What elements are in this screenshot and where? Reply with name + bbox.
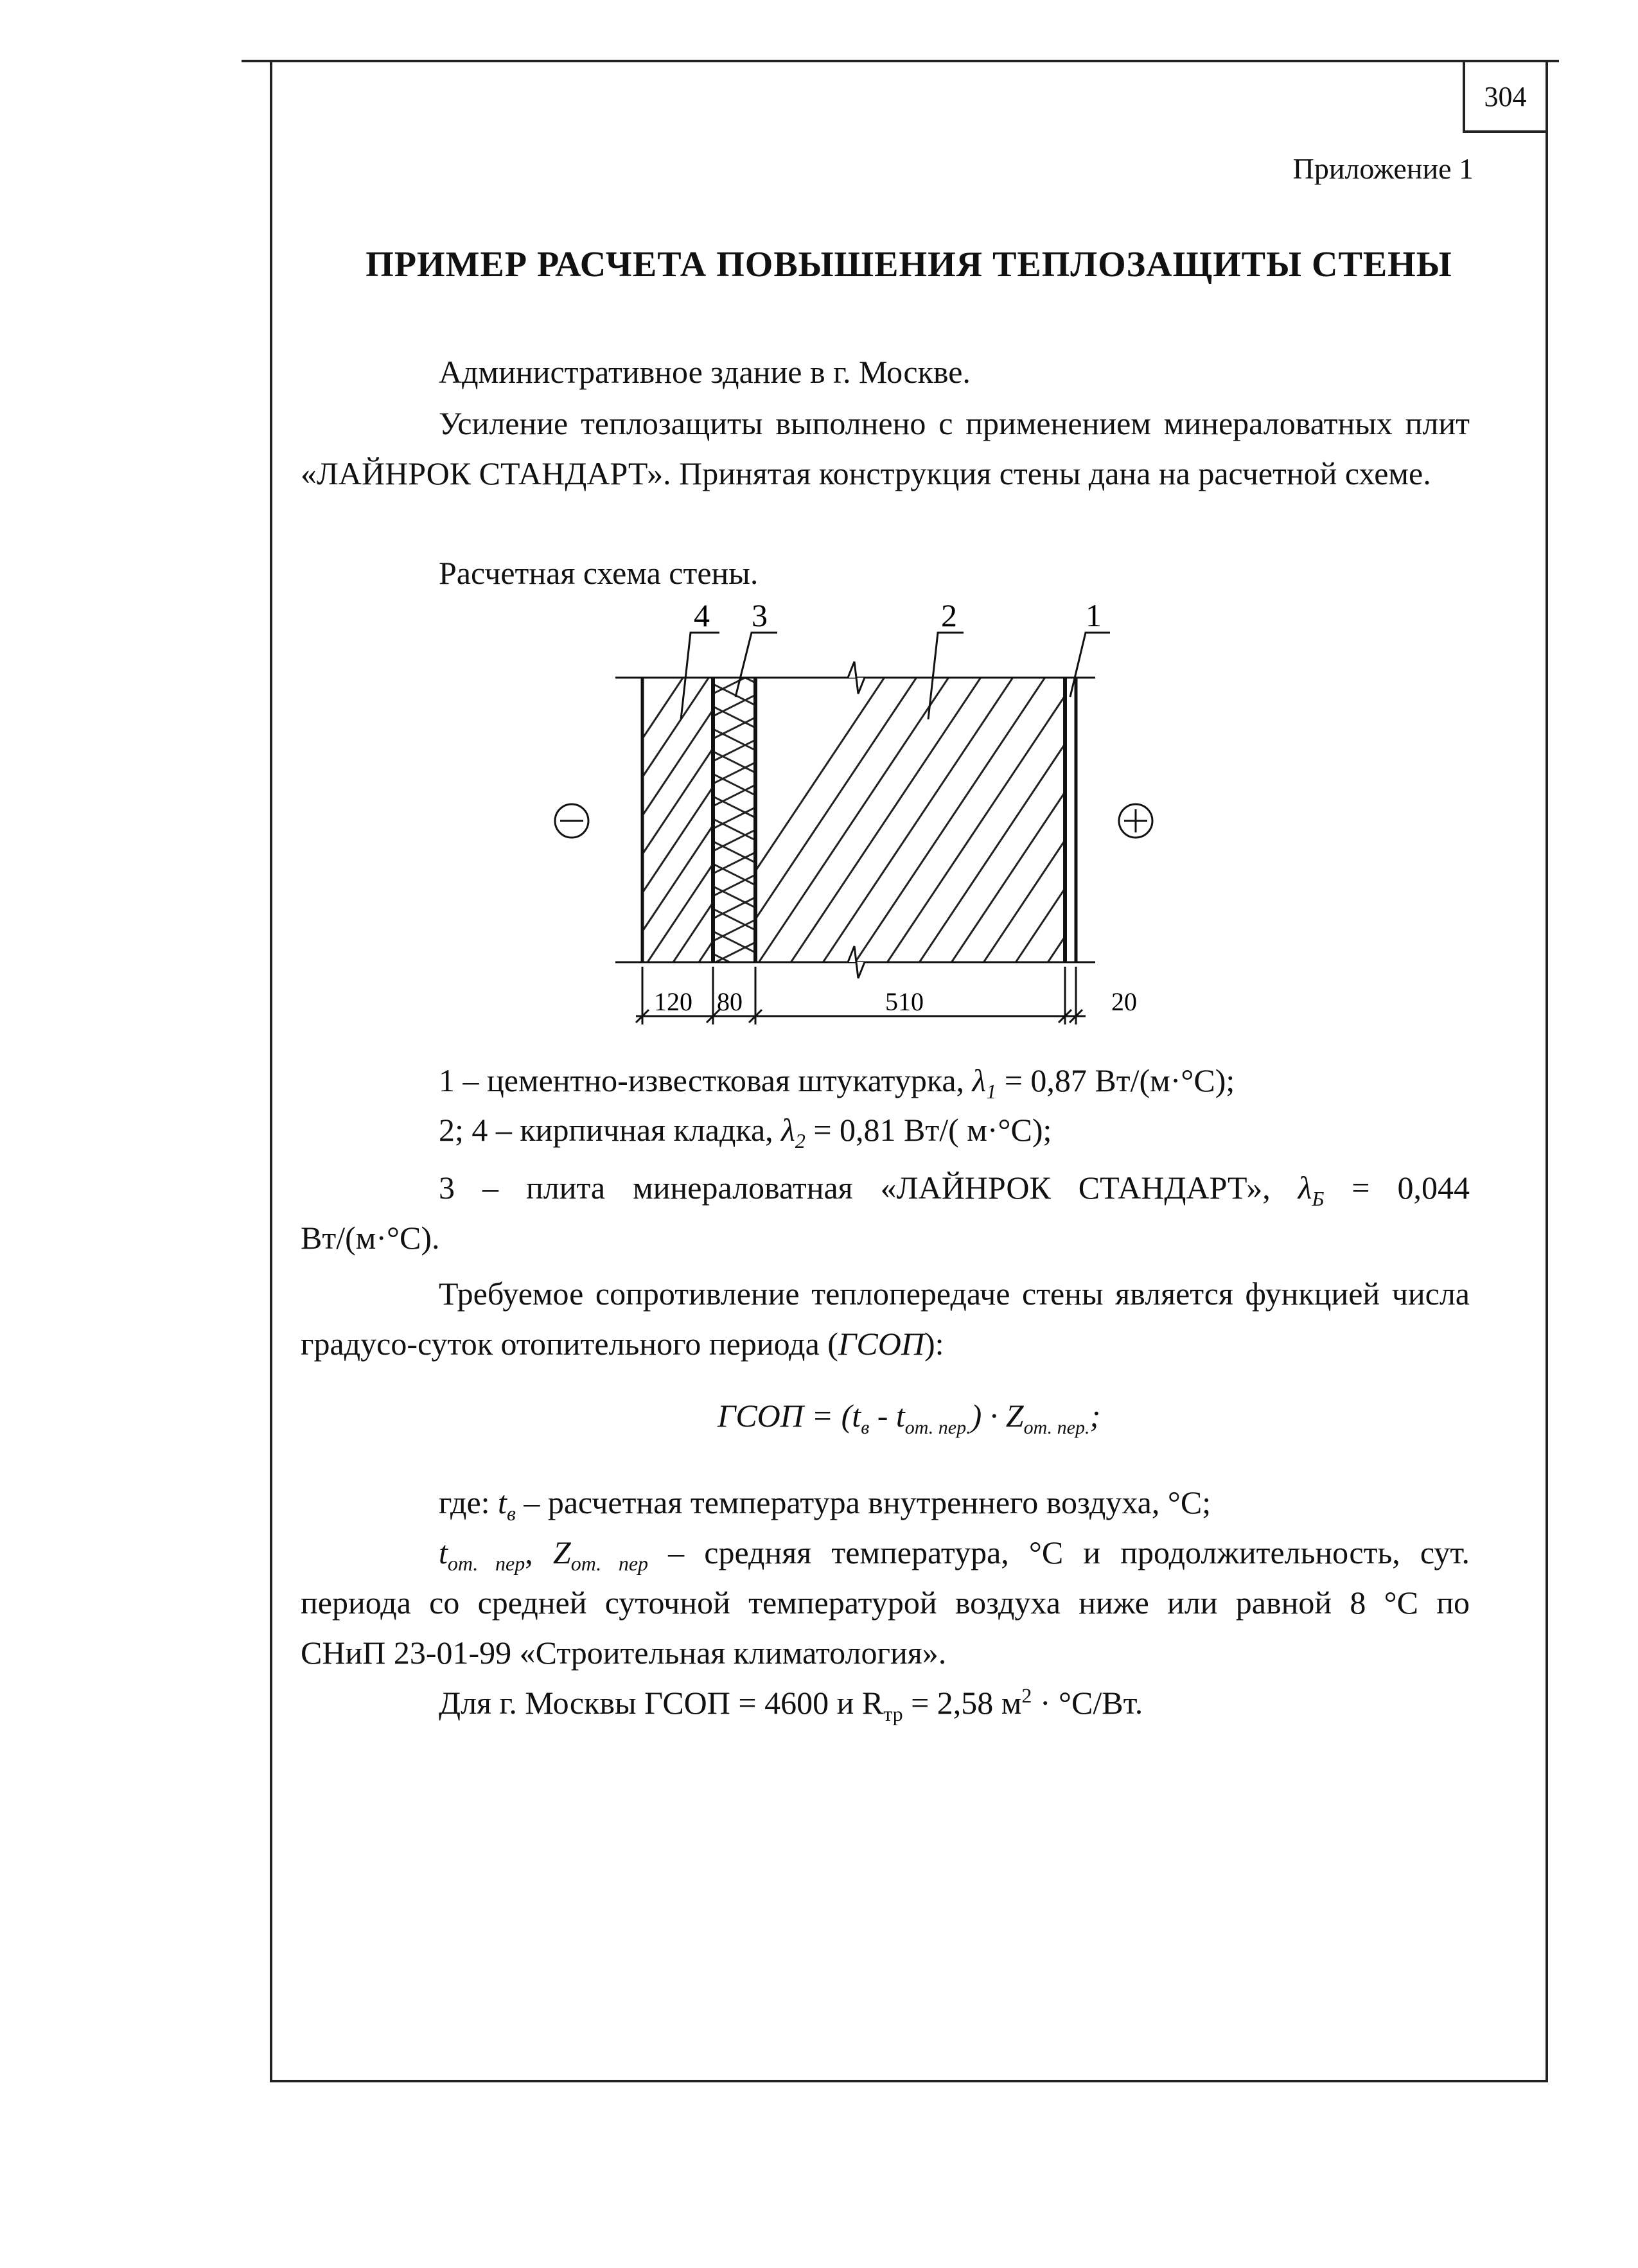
conclusion-line: [301, 1678, 1470, 1728]
requirement-abbr: ГСОП: [838, 1326, 924, 1362]
formula-sub-v: в: [861, 1417, 870, 1438]
layer-label-4: 4: [694, 597, 710, 633]
legend-item-2: [301, 1105, 1470, 1155]
inside-plus-sign: [1119, 804, 1152, 838]
legend-item-2-text: 2; 4 – кирпичная кладка,: [439, 1112, 782, 1148]
dimension-20: 20: [1111, 987, 1137, 1016]
layer-3-crosshatch: [687, 649, 803, 1021]
formula-minus: - t: [869, 1398, 905, 1434]
legend-item-2-value: = 0,81 Вт/( м·°С);: [805, 1112, 1052, 1148]
conclusion-mid: = 2,58 м: [903, 1685, 1022, 1721]
where-comma: ,: [525, 1534, 553, 1570]
conclusion-end: · °С/Вт.: [1032, 1685, 1143, 1721]
gsop-formula: [270, 1397, 1548, 1438]
wall-cross-section-diagram: [0, 0, 1638, 1079]
intro-paragraph-2: Усиление теплозащиты выполнено с применением минераловатных плит «ЛАЙНРОК СТАНДАРТ». Принятая конструкция стены дана на расчетной схеме.: [301, 405, 1470, 491]
legend-item-1: [301, 1055, 1470, 1105]
requirement-text: Требуемое сопротивление теплопередаче стены является функцией числа градусо-суток отопительного периода (: [301, 1276, 1470, 1362]
appendix-label: Приложение 1: [1292, 152, 1474, 185]
page-title: ПРИМЕР РАСЧЕТА ПОВЫШЕНИЯ ТЕПЛОЗАЩИТЫ СТЕНЫ: [365, 245, 1452, 285]
formula-mid: ) · Z: [971, 1398, 1024, 1434]
dimension-80: 80: [717, 987, 743, 1016]
outside-minus-sign: [555, 804, 588, 838]
legend-item-3-text: 3 – плита минераловатная «ЛАЙНРОК СТАНДАРТ»,: [439, 1170, 1298, 1206]
legend-item-3: [301, 1163, 1470, 1213]
where-line-2: [301, 1527, 1470, 1578]
lambda-symbol: λ: [1298, 1170, 1312, 1206]
intro-paragraph-1: Административное здание в г. Москве.: [439, 354, 971, 390]
layer-label-2: 2: [941, 597, 957, 633]
legend-item-1-text: 1 – цементно-известковая штукатурка,: [439, 1062, 973, 1098]
where-t-sub: в: [506, 1502, 516, 1525]
requirement-paragraph: [301, 1269, 1470, 1369]
lambda-symbol: λ: [972, 1062, 987, 1098]
lambda-symbol: λ: [781, 1112, 795, 1148]
dimension-line: [636, 967, 1086, 1024]
where-line-2-text: – средняя температура, °С и продолжительность, сут.: [648, 1534, 1470, 1570]
conclusion-sub: тр: [883, 1702, 903, 1725]
where-line-3: периода со средней суточной температурой воздуха ниже или равной 8 °С по: [301, 1585, 1470, 1621]
dimension-120: 120: [654, 987, 692, 1016]
label-leaders: [681, 633, 1110, 719]
legend-item-3-continuation: Вт/(м·°С).: [301, 1220, 440, 1256]
lambda-sub: 2: [795, 1129, 806, 1152]
legend-item-3-value: = 0,044: [1324, 1170, 1470, 1206]
where-line-1: [301, 1477, 1470, 1527]
where-line-4: СНиП 23-01-99 «Строительная климатология».: [301, 1635, 947, 1671]
lambda-sub: 1: [986, 1080, 997, 1103]
layer-label-3: 3: [752, 597, 768, 633]
conclusion-pre: Для г. Москвы ГСОП = 4600 и R: [439, 1685, 884, 1721]
where-prefix: где:: [439, 1484, 498, 1520]
page-frame-bottom: [270, 2080, 1548, 2082]
legend-item-1-value: = 0,87 Вт/(м·°С);: [996, 1062, 1235, 1098]
formula-sub-otper-2: от. пер.: [1023, 1417, 1090, 1438]
where-line-1-text: – расчетная температура внутреннего воздуха, °С;: [515, 1484, 1211, 1520]
formula-lhs: ГСОП = (t: [717, 1398, 861, 1434]
page-number: 304: [1463, 62, 1546, 133]
scheme-caption: Расчетная схема стены.: [439, 555, 759, 591]
where-t-otper-sub: от. пер: [447, 1552, 525, 1575]
lambda-sub: Б: [1312, 1187, 1325, 1210]
layer-4-hatch: [450, 642, 938, 1028]
where-t: t: [498, 1484, 507, 1520]
conclusion-sup: 2: [1021, 1683, 1032, 1707]
formula-end: ;: [1089, 1398, 1101, 1434]
requirement-end: ):: [924, 1326, 944, 1362]
layer-2-hatch: [642, 655, 1285, 1041]
layer-label-1: 1: [1086, 597, 1102, 633]
formula-sub-otper: от. пер.: [904, 1417, 971, 1438]
where-t-otper: t: [439, 1534, 448, 1570]
where-z-sub: от. пер: [570, 1552, 649, 1575]
where-z: Z: [552, 1534, 571, 1570]
dimension-510: 510: [885, 987, 924, 1016]
